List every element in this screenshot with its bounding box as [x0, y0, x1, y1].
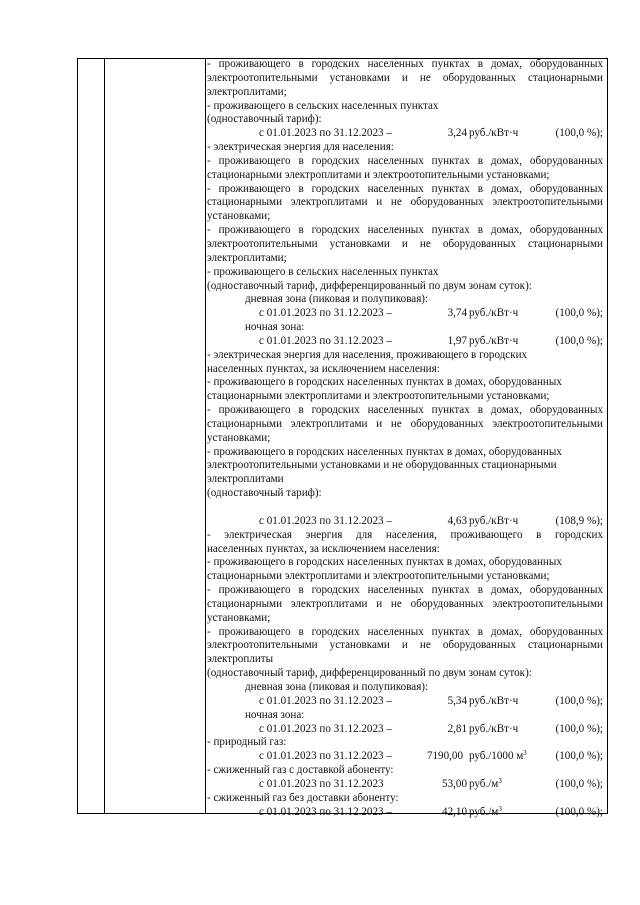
- text-line: установками;: [207, 611, 271, 624]
- blank-line: [207, 501, 603, 515]
- text-line: стационарными электроплитами и электроотопительными установками;: [207, 570, 550, 583]
- tariff-rate-row: [207, 515, 603, 529]
- text-line: - электрическая энергия для населения, проживающего в городских: [207, 348, 528, 361]
- text-line: электроотопительными установками и не оборудованных стационарными: [207, 237, 603, 250]
- text-line: электроплиты: [207, 653, 274, 666]
- rate-value: 7190,00: [426, 750, 463, 763]
- text-line: электроплитами: [207, 473, 284, 486]
- rate-percent: (100,0 %);: [555, 127, 603, 140]
- text-line: электроплитами;: [207, 251, 287, 264]
- text-line: (одноставочный тариф, дифференцированный по двум зонам суток):: [207, 279, 532, 292]
- tariff-rate-row: [207, 335, 603, 349]
- text-line: (одноставочный тариф):: [207, 113, 322, 126]
- rate-value: 1,97: [447, 334, 467, 347]
- text-line: - проживающего в городских населенных пунктах в домах, оборудованных: [207, 584, 603, 597]
- text-line: электроотопительными установками и не оборудованных стационарными: [207, 639, 603, 652]
- rate-period: с 01.01.2023 по 31.12.2023 –: [259, 722, 392, 735]
- rate-period: с 01.01.2023 по 31.12.2023 –: [259, 694, 392, 707]
- rate-value: 42,10: [442, 805, 467, 818]
- text-line: стационарными электроплитами и не оборудованных электроотопительными: [207, 417, 603, 430]
- rate-percent: (100,0 %);: [555, 805, 603, 818]
- rate-period: с 01.01.2023 по 31.12.2023 –: [259, 514, 392, 527]
- table-column-divider: [104, 59, 105, 813]
- text-line: - проживающего в городских населенных пунктах в домах, оборудованных: [207, 376, 562, 389]
- text-line: стационарными электроплитами и не оборудованных электроотопительными: [207, 597, 603, 610]
- rate-unit: руб./кВт·ч: [469, 307, 519, 320]
- rate-value: 4,63: [447, 514, 467, 527]
- rate-unit: руб./1000 $м^3$: [469, 749, 527, 763]
- tariff-rate-row: [207, 723, 603, 737]
- text-line: электроотопительными установками и не оборудованных стационарными: [207, 459, 557, 472]
- text-line: - электрическая энергия для населения:: [207, 141, 394, 154]
- text-line: - проживающего в городских населенных пунктах в домах, оборудованных: [207, 404, 603, 417]
- rate-value: 53,00: [442, 777, 467, 790]
- rate-value: 3,24: [447, 127, 467, 140]
- text-line: - сжиженный газ с доставкой абоненту:: [207, 764, 394, 777]
- text-line: - проживающего в городских населенных пунктах в домах, оборудованных: [207, 556, 562, 569]
- rate-period: с 01.01.2023 по 31.12.2023 –: [259, 750, 392, 763]
- text-line: - сжиженный газ без доставки абоненту:: [207, 791, 399, 804]
- rate-percent: (100,0 %);: [555, 777, 603, 790]
- rate-unit: руб./кВт·ч: [469, 722, 519, 735]
- text-line: - проживающего в городских населенных пунктах в домах, оборудованных: [207, 625, 603, 638]
- zone-label: ночная зона:: [245, 708, 305, 721]
- text-line: населенных пунктах, за исключением населения:: [207, 362, 440, 375]
- text-line: (одноставочный тариф):: [207, 487, 322, 500]
- rate-value: 5,34: [447, 694, 467, 707]
- text-line: - проживающего в сельских населенных пунктах: [207, 99, 439, 112]
- zone-label: дневная зона (пиковая и полупиковая):: [245, 680, 429, 693]
- rate-percent: (108,9 %);: [555, 514, 603, 527]
- rate-value: 2,81: [447, 722, 467, 735]
- table-column-divider: [205, 59, 206, 813]
- text-line: электроплитами;: [207, 85, 287, 98]
- text-line: установками;: [207, 431, 271, 444]
- zone-label: дневная зона (пиковая и полупиковая):: [245, 293, 429, 306]
- tariff-rate-row: [207, 806, 603, 820]
- text-line: - проживающего в городских населенных пунктах в домах, оборудованных: [207, 58, 603, 70]
- rate-period: с 01.01.2023 по 31.12.2023 –: [259, 307, 392, 320]
- tariff-rate-row: [207, 778, 603, 792]
- rate-percent: (100,0 %);: [555, 750, 603, 763]
- text-line: - проживающего в городских населенных пунктах в домах, оборудованных: [207, 154, 603, 167]
- tariff-rate-row: [207, 695, 603, 709]
- zone-label: ночная зона:: [245, 321, 305, 334]
- rate-unit: руб./кВт·ч: [469, 334, 519, 347]
- text-line: - природный газ:: [207, 736, 287, 749]
- text-line: - проживающего в городских населенных пунктах в домах, оборудованных: [207, 182, 603, 195]
- text-line: - проживающего в городских населенных пунктах в домах, оборудованных: [207, 445, 562, 458]
- tariff-rate-row: [207, 127, 603, 141]
- text-line: - проживающего в городских населенных пунктах в домах, оборудованных: [207, 224, 603, 237]
- rate-unit: руб./кВт·ч: [469, 127, 519, 140]
- rate-period: с 01.01.2023 по 31.12.2023 –: [259, 805, 392, 818]
- rate-period: с 01.01.2023 по 31.12.2023 –: [259, 334, 392, 347]
- tariff-rate-row: [207, 750, 603, 764]
- rate-unit: руб./кВт·ч: [469, 514, 519, 527]
- text-line: населенных пунктах, за исключением населения:: [207, 542, 440, 555]
- text-line: (одноставочный тариф, дифференцированный по двум зонам суток):: [207, 667, 532, 680]
- text-line: электроотопительными установками и не оборудованных стационарными: [207, 71, 603, 84]
- text-line: - электрическая энергия для населения, проживающего в городских: [207, 528, 603, 541]
- unit-superscript: 3: [523, 749, 527, 758]
- text-line: - проживающего в сельских населенных пунктах: [207, 265, 439, 278]
- tariff-rate-row: [207, 307, 603, 321]
- rate-period: с 01.01.2023 по 31.12.2023 –: [259, 127, 392, 140]
- rate-percent: (100,0 %);: [555, 722, 603, 735]
- rate-percent: (100,0 %);: [555, 307, 603, 320]
- rate-unit: $руб./м^3$: [469, 776, 502, 790]
- rate-unit: $руб./м^3$: [469, 804, 502, 818]
- unit-superscript: 3: [498, 804, 502, 813]
- unit-superscript: 3: [498, 776, 502, 785]
- rate-percent: (100,0 %);: [555, 334, 603, 347]
- tariff-text-cell: [207, 58, 603, 819]
- text-line: стационарными электроплитами и электроотопительными установками;: [207, 168, 550, 181]
- text-line: стационарными электроплитами и не оборудованных электроотопительными: [207, 196, 603, 209]
- rate-percent: (100,0 %);: [555, 694, 603, 707]
- text-line: установками;: [207, 210, 271, 223]
- rate-unit: руб./кВт·ч: [469, 694, 519, 707]
- rate-period: с 01.01.2023 по 31.12.2023: [259, 777, 384, 790]
- rate-value: 3,74: [447, 307, 467, 320]
- text-line: стационарными электроплитами и электроотопительными установками;: [207, 390, 550, 403]
